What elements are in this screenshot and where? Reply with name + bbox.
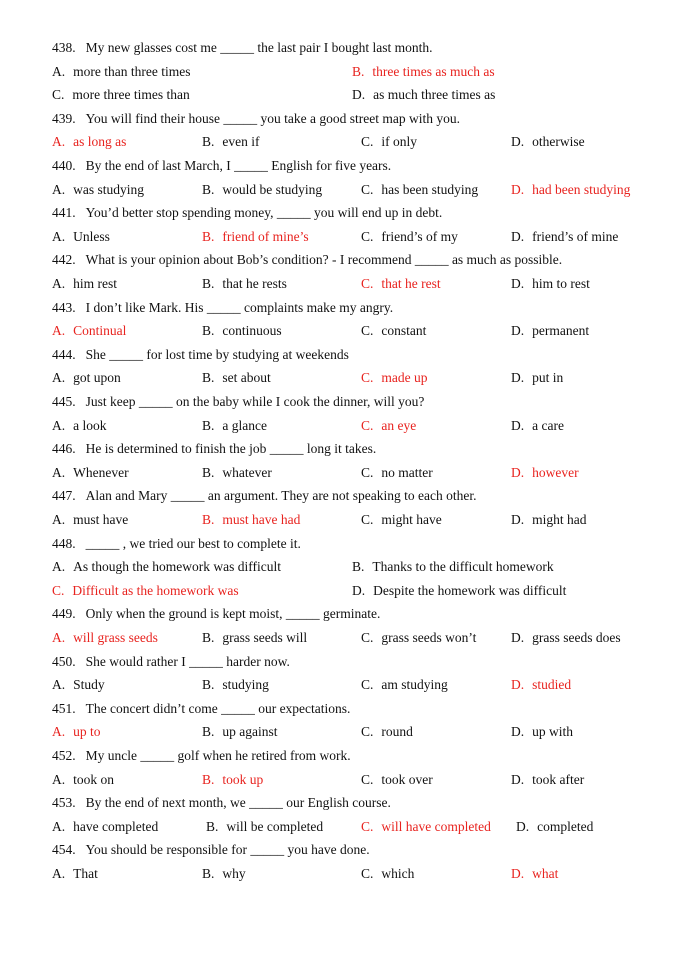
option-letter: C. [361,724,374,740]
option-letter: B. [202,417,215,433]
option-letter: C. [361,417,374,433]
option-text: more than three times [73,63,191,79]
question-text: She would rather I _____ harder now. [85,653,290,669]
question-text: What is your opinion about Bob’s condition? - I recommend _____ as much as possible. [85,252,563,268]
correct-option-c [361,418,416,434]
question-number: 451. [52,700,76,716]
option-text: friend of mine’s [222,228,309,244]
option-text: put in [532,370,564,386]
option-b [202,724,278,740]
option-d [511,512,587,528]
question-text: I don’t like Mark. His _____ complaints make my angry. [85,299,394,315]
question-stem [52,111,460,127]
correct-option-b [202,772,263,788]
option-text: got upon [73,370,121,386]
option-letter: C. [361,771,374,787]
option-a [52,559,281,575]
option-letter: B. [206,818,219,834]
option-text: studying [222,677,269,693]
option-letter: B. [202,323,215,339]
option-text: that he rest [381,276,441,291]
option-c [361,677,448,693]
question-text: Only when the ground is kept moist, _____ germinate. [85,606,381,622]
option-text: would be studying [222,181,323,197]
option-d [511,724,573,740]
option-b [202,465,272,481]
option-d [511,630,621,646]
option-row [0,276,700,296]
option-c [52,87,190,103]
correct-option-b [202,229,309,245]
question-number: 441. [52,205,76,221]
option-letter: B. [202,724,215,740]
question-text: You will find their house _____ you take a good street map with you. [85,110,460,126]
question-stem [52,748,351,764]
option-row [0,724,700,744]
question-text: Just keep _____ on the baby while I cook the dinner, will you? [85,394,425,409]
option-a [52,418,107,434]
option-letter: C. [361,181,374,197]
option-row [0,583,700,603]
option-text: if only [381,134,418,150]
option-row [0,87,700,107]
question-text: You should be responsible for _____ you have done. [85,842,370,858]
option-letter: A. [52,63,66,79]
question-stem [52,40,432,56]
option-letter: D. [511,417,525,433]
question-stem [52,158,391,174]
option-c [361,772,433,788]
option-c [361,182,478,198]
option-letter: A. [52,630,66,645]
option-row [0,323,700,343]
option-letter: D. [511,512,525,527]
option-letter: A. [52,228,66,244]
option-text: why [222,866,246,881]
option-text: will have completed [381,818,491,834]
option-letter: C. [361,370,374,386]
option-b [202,630,307,646]
option-text: had been studying [532,181,631,197]
option-a [52,182,144,198]
question-number: 444. [52,346,76,362]
option-text: as much three times as [373,87,496,103]
question-text: She _____ for lost time by studying at weekends [85,346,349,362]
question-number: 443. [52,299,76,315]
option-text: however [532,464,579,480]
option-letter: C. [361,228,374,244]
question-number: 454. [52,842,76,858]
option-a [52,64,190,80]
option-letter: B. [202,771,215,787]
option-text: am studying [381,677,448,693]
option-text: Difficult as the homework was [72,582,239,598]
question-number: 439. [52,110,76,126]
option-text: whatever [222,464,272,480]
option-letter: A. [52,276,66,291]
option-letter: D. [511,276,525,291]
option-letter: C. [361,464,374,480]
option-letter: C. [361,866,374,881]
option-text: a glance [222,417,267,433]
option-text: him to rest [532,276,590,291]
option-b [202,370,271,386]
option-letter: D. [511,464,525,480]
correct-option-d [511,677,571,693]
question-stem [52,606,380,622]
question-stem [52,441,376,457]
option-a [52,866,98,882]
question-stem [52,654,290,670]
question-number: 442. [52,252,76,268]
option-a [52,229,110,245]
option-text: permanent [532,323,590,339]
option-c [361,866,414,882]
option-text: an eye [381,417,417,433]
option-text: took over [381,771,433,787]
option-text: have completed [73,818,159,834]
question-stem [52,795,391,811]
option-text: up to [73,724,101,740]
option-letter: C. [52,87,65,103]
option-letter: A. [52,134,66,150]
option-d [511,276,590,292]
option-letter: B. [202,512,215,527]
option-c [361,512,442,528]
option-row [0,134,700,154]
question-stem [52,842,370,858]
option-letter: B. [202,370,215,386]
question-stem [52,300,393,316]
option-d [516,819,593,835]
option-letter: C. [361,512,374,527]
option-row [0,64,700,84]
option-letter: B. [202,134,215,150]
option-c [361,229,458,245]
option-text: Whenever [73,464,129,480]
question-text: My uncle _____ golf when he retired from work. [85,748,351,763]
option-text: that he rests [222,276,287,291]
option-letter: A. [52,818,66,834]
correct-option-a [52,724,101,740]
option-text: as long as [73,134,127,150]
option-row [0,370,700,390]
option-letter: B. [202,866,215,881]
option-d [511,418,564,434]
correct-option-b [202,512,300,528]
option-b [202,182,322,198]
question-stem [52,701,350,717]
option-b [202,866,246,882]
option-a [52,512,128,528]
option-letter: D. [511,228,525,244]
option-text: grass seeds will [222,630,308,645]
correct-option-c [361,370,428,386]
option-letter: D. [511,677,525,693]
option-text: Study [73,677,105,693]
option-letter: B. [202,677,215,693]
option-text: made up [381,370,428,386]
option-text: no matter [381,464,433,480]
option-text: completed [537,818,594,834]
option-row [0,418,700,438]
question-text: My new glasses cost me _____ the last pair I bought last month. [85,40,433,55]
option-a [52,772,114,788]
option-letter: A. [52,771,66,787]
question-number: 447. [52,488,76,504]
option-text: grass seeds won’t [381,630,477,645]
question-text: By the end of last March, I _____ English for five years. [85,158,392,173]
question-number: 440. [52,158,76,173]
option-row [0,630,700,650]
question-text: By the end of next month, we _____ our English course. [85,795,391,811]
question-text: The concert didn’t come _____ our expectations. [85,700,351,716]
option-row [0,772,700,792]
option-c [361,630,476,646]
option-c [361,134,417,150]
question-number: 449. [52,606,76,622]
option-letter: A. [52,866,66,881]
option-c [361,724,413,740]
option-letter: D. [511,181,525,197]
option-row [0,677,700,697]
option-row [0,182,700,202]
option-letter: B. [202,181,215,197]
option-d [511,229,618,245]
option-text: a care [532,417,564,433]
option-d [352,583,566,599]
correct-option-d [511,866,558,882]
option-letter: C. [361,677,374,693]
option-text: was studying [73,181,144,197]
option-letter: C. [361,134,374,150]
option-text: otherwise [532,134,585,150]
option-letter: D. [511,630,525,645]
option-text: took after [532,771,585,787]
option-letter: D. [511,771,525,787]
option-b [206,819,323,835]
option-text: even if [222,134,260,150]
option-b [202,323,282,339]
correct-option-d [511,465,579,481]
option-text: round [381,724,413,740]
option-text: might have [381,512,442,527]
option-row [0,229,700,249]
option-text: what [532,866,559,881]
option-letter: D. [511,866,525,881]
option-text: must have [73,512,129,527]
option-letter: A. [52,724,66,740]
option-letter: A. [52,370,66,386]
option-letter: B. [352,559,365,575]
option-text: up with [532,724,574,740]
option-text: took up [222,771,264,787]
option-letter: B. [352,63,365,79]
option-text: That [73,866,98,881]
question-stem [52,252,562,268]
option-letter: D. [516,818,530,834]
option-letter: D. [352,582,366,598]
option-letter: A. [52,181,66,197]
question-text: _____ , we tried our best to complete it. [85,535,301,551]
question-stem [52,205,442,221]
option-text: friend’s of mine [532,228,619,244]
option-letter: C. [361,818,374,834]
question-text: He is determined to finish the job _____ long it takes. [85,441,377,457]
option-text: will be completed [226,818,324,834]
option-letter: D. [511,370,525,386]
option-letter: B. [202,464,215,480]
option-text: grass seeds does [532,630,621,645]
option-text: which [381,866,415,881]
option-b [202,418,267,434]
option-b [202,677,269,693]
option-letter: A. [52,512,66,527]
correct-option-d [511,182,630,198]
option-letter: C. [361,323,374,339]
option-letter: A. [52,464,66,480]
option-letter: D. [511,724,525,740]
question-number: 452. [52,748,76,763]
correct-option-a [52,134,126,150]
correct-option-c [361,276,441,292]
correct-option-a [52,630,158,646]
option-c [361,465,433,481]
option-letter: A. [52,677,66,693]
option-letter: C. [361,630,374,645]
option-row [0,866,700,886]
option-b [202,276,287,292]
question-stem [52,347,349,363]
option-letter: D. [511,134,525,150]
option-row [0,819,700,839]
option-row [0,465,700,485]
option-c [361,323,426,339]
option-row [0,559,700,579]
option-text: a look [73,417,107,433]
question-number: 438. [52,40,76,55]
question-number: 448. [52,535,76,551]
option-text: him rest [73,276,117,291]
option-d [511,772,584,788]
option-letter: B. [202,228,215,244]
option-letter: C. [361,276,374,291]
option-letter: D. [511,323,525,339]
option-text: set about [222,370,271,386]
option-d [511,323,589,339]
option-text: Continual [73,323,127,339]
option-letter: A. [52,323,66,339]
option-letter: A. [52,417,66,433]
question-number: 446. [52,441,76,457]
option-text: must have had [222,512,301,527]
option-text: constant [381,323,427,339]
option-text: friend’s of my [381,228,458,244]
option-text: more three times than [72,87,190,103]
correct-option-b [352,64,495,80]
correct-option-c [361,819,491,835]
correct-option-a [52,323,126,339]
question-number: 445. [52,394,76,409]
question-stem [52,394,424,410]
option-text: Unless [73,228,110,244]
option-text: will grass seeds [73,630,158,645]
option-a [52,276,117,292]
option-row [0,512,700,532]
option-text: Despite the homework was difficult [373,582,567,598]
option-letter: C. [52,582,65,598]
option-text: up against [222,724,278,740]
question-stem [52,488,477,504]
option-text: As though the homework was difficult [73,559,281,575]
option-a [52,465,129,481]
option-text: might had [532,512,587,527]
question-stem [52,536,301,552]
correct-option-c [52,583,239,599]
option-d [511,134,585,150]
option-letter: D. [352,87,366,103]
option-text: studied [532,677,572,693]
option-a [52,819,158,835]
option-a [52,370,121,386]
question-text: You’d better stop spending money, _____ you will end up in debt. [85,205,443,221]
option-text: three times as much as [372,63,495,79]
option-text: took on [73,771,115,787]
option-letter: B. [202,276,215,291]
option-a [52,677,105,693]
option-b [202,134,260,150]
option-letter: A. [52,559,66,575]
option-text: Thanks to the difficult homework [372,559,554,575]
option-text: has been studying [381,181,479,197]
question-number: 450. [52,653,76,669]
option-text: continuous [222,323,282,339]
option-d [352,87,495,103]
question-number: 453. [52,795,76,811]
question-text: Alan and Mary _____ an argument. They are not speaking to each other. [85,488,477,504]
option-b [352,559,554,575]
option-d [511,370,563,386]
option-letter: B. [202,630,215,645]
